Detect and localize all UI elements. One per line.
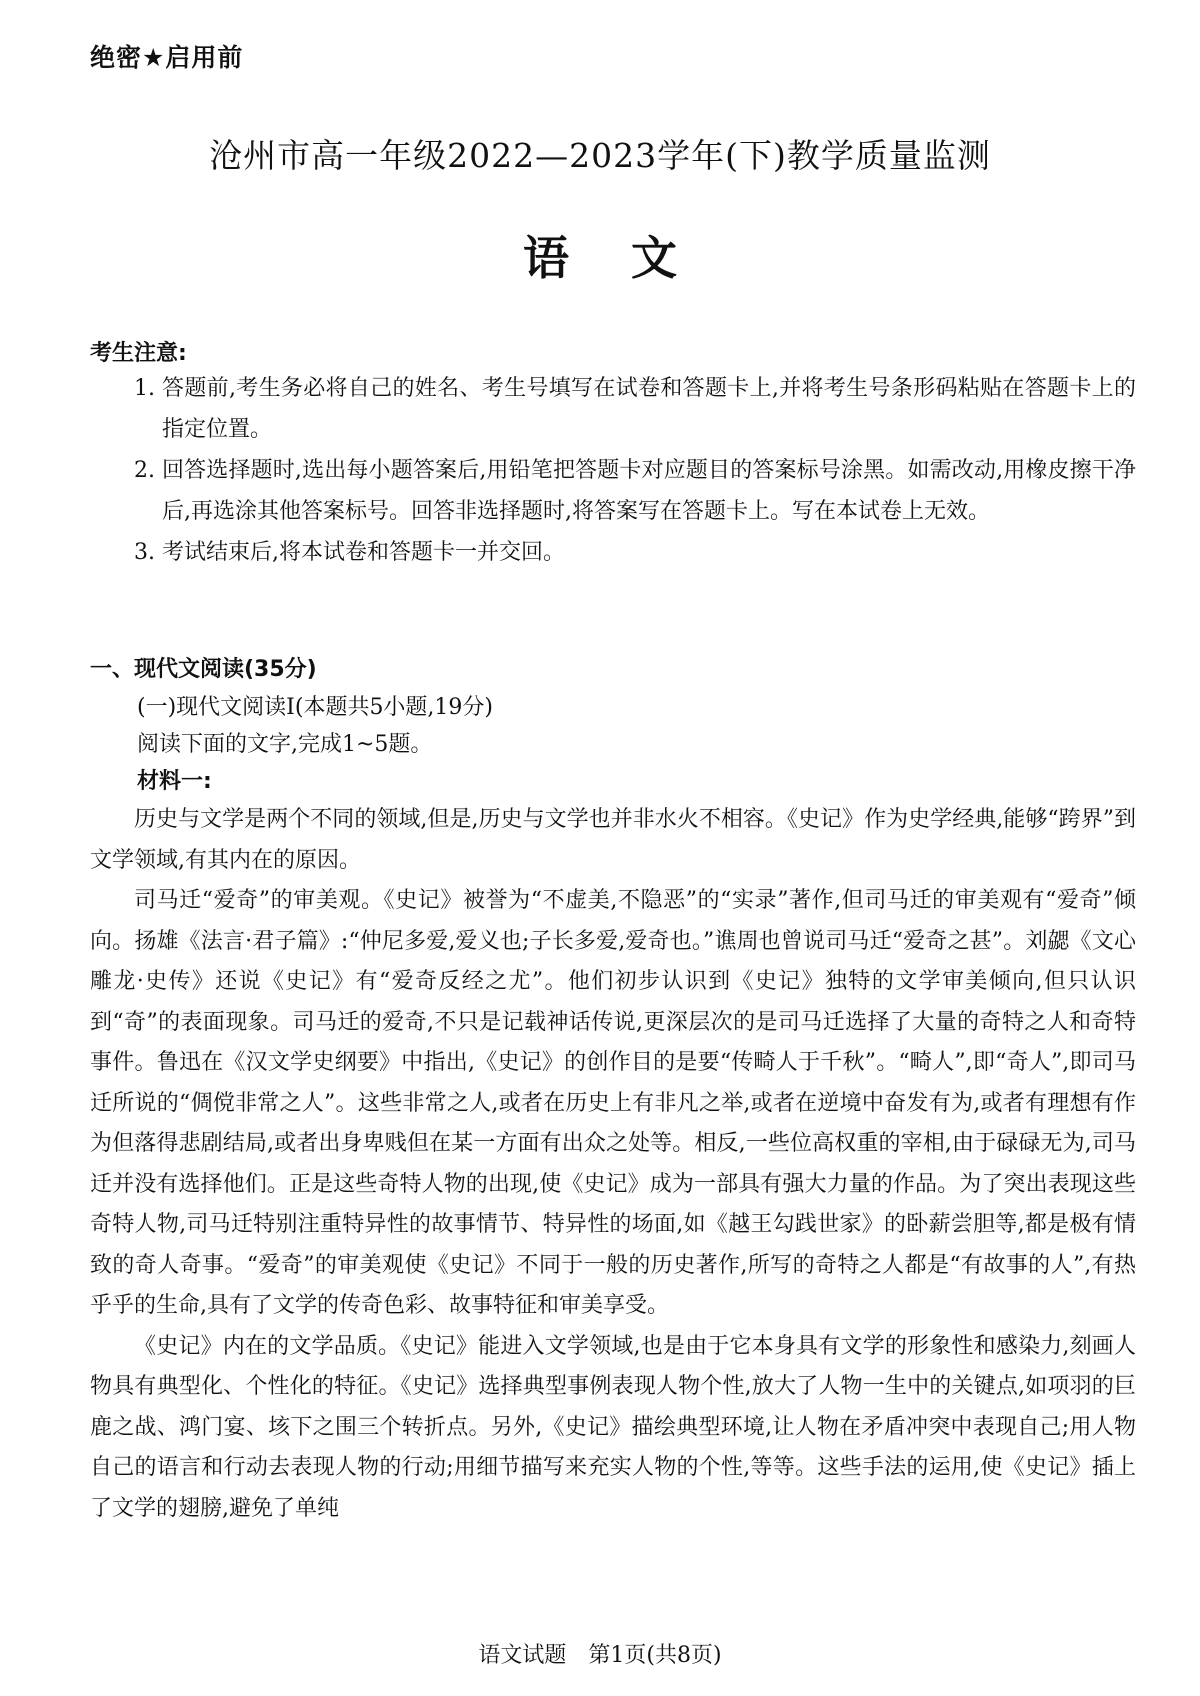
reading-instruction: 阅读下面的文字,完成1~5题。 <box>137 732 433 757</box>
notice-item-number: 3. <box>134 540 155 565</box>
notice-item-text: 答题前,考生务必将自己的姓名、考生号填写在试卷和答题卡上,并将考生号条形码粘贴在答题卡上的指定位置。 <box>162 376 1136 442</box>
page-footer: 语文试题 第1页(共8页) <box>478 1643 722 1668</box>
article-paragraph: 《史记》内在的文学品质。《史记》能进入文学领域,也是由于它本身具有文学的形象性和感染力,刻画人物具有典型化、个性化的特征。《史记》选择典型事例表现人物个性,放大了人物一生中的关键点,如项羽的巨鹿之战、鸿门宴、垓下之围三个转折点。另外,《史记》描绘典型环境,让人物在矛盾冲突中表现自己;用人物自己的语言和行动去表现人物的行动;用细节描写来充实人物的个性,等等。这些手法的运用,使《史记》插上了文学的翅膀,避免了单纯 <box>90 1333 1136 1521</box>
notice-item-number: 1. <box>134 376 155 401</box>
sub-section-heading: (一)现代文阅读Ⅰ(本题共5小题,19分) <box>137 695 494 720</box>
article-paragraph: 司马迁“爱奇”的审美观。《史记》被誉为“不虚美,不隐恶”的“实录”著作,但司马迁的审美观有“爱奇”倾向。扬雄《法言·君子篇》:“仲尼多爱,爱义也;子长多爱,爱奇也。”谯周也曾说司马迁“爱奇之甚”。刘勰《文心雕龙·史传》还说《史记》有“爱奇反经之尤”。他们初步认识到《史记》独特的文学审美倾向,但只认识到“奇”的表面现象。司马迁的爱奇,不只是记载神话传说,更深层次的是司马迁选择了大量的奇特之人和奇特事件。鲁迅在《汉文学史纲要》中指出,《史记》的创作目的是要“传畸人于千秋”。“畸人”,即“奇人”,即司马迁所说的“倜傥非常之人”。这些非常之人,或者在历史上有非凡之举,或者在逆境中奋发有为,或者有理想有作为但落得悲剧结局,或者出身卑贱但在某一方面有出众之处等。相反,一些位高权重的宰相,由于碌碌无为,司马迁并没有选择他们。正是这些奇特人物的出现,使《史记》成为一部具有强大力量的作品。为了突出表现这些奇特人物,司马迁特别注重特异性的故事情节、特异性的场面,如《越王勾践世家》的卧薪尝胆等,都是极有情致的奇人奇事。“爱奇”的审美观使《史记》不同于一般的历史著作,所写的奇特之人都是“有故事的人”,有热乎乎的生命,具有了文学的传奇色彩、故事特征和审美享受。 <box>90 888 1136 1318</box>
exam-title: 沧州市高一年级2022—2023学年(下)教学质量监测 <box>209 136 991 175</box>
notice-item-text: 回答选择题时,选出每小题答案后,用铅笔把答题卡对应题目的答案标号涂黑。如需改动,用橡皮擦干净后,再选涂其他答案标号。回答非选择题时,将答案写在答题卡上。写在本试卷上无效。 <box>162 458 1136 524</box>
article-body <box>90 800 1136 1529</box>
article-paragraph: 历史与文学是两个不同的领域,但是,历史与文学也并非水火不相容。《史记》作为史学经典,能够“跨界”到文学领域,有其内在的原因。 <box>90 807 1136 873</box>
section-heading: 一、现代文阅读(35分) <box>90 657 317 682</box>
notice-item <box>90 450 1136 532</box>
notice-list <box>90 368 1136 573</box>
subject-title: 语文 <box>523 231 739 285</box>
notice-item-number: 2. <box>134 458 155 483</box>
notice-title: 考生注意: <box>90 341 187 366</box>
notice-item <box>90 532 1136 573</box>
notice-item-text: 考试结束后,将本试卷和答题卡一并交回。 <box>162 540 565 565</box>
notice-item <box>90 368 1136 450</box>
material-label: 材料一: <box>137 769 212 794</box>
confidential-mark: 绝密★启用前 <box>90 43 244 72</box>
